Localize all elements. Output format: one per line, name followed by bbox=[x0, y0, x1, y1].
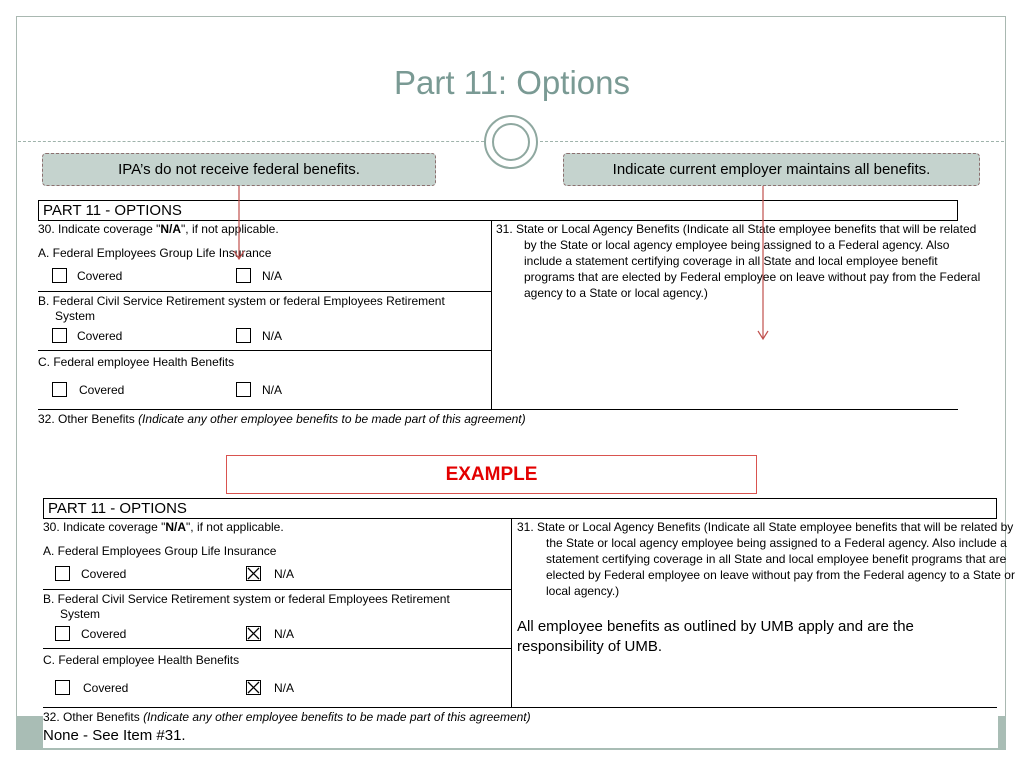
arrow-left bbox=[234, 186, 244, 259]
b-na-label: N/A bbox=[274, 627, 295, 641]
section-a-label: A. Federal Employees Group Life Insurance bbox=[38, 246, 272, 260]
item-30: 30. Indicate coverage "N/A", if not applicable. bbox=[38, 222, 279, 236]
a-covered-label: Covered bbox=[77, 269, 123, 283]
section-b-label: B. Federal Civil Service Retirement system or federal Employees Retirement bbox=[38, 294, 445, 308]
a-covered-label: Covered bbox=[81, 567, 127, 581]
section-a-label: A. Federal Employees Group Life Insurance bbox=[43, 544, 277, 558]
b-na-label: N/A bbox=[262, 329, 283, 343]
item-32-answer: None - See Item #31. bbox=[43, 727, 186, 744]
item-32: 32. Other Benefits (Indicate any other employee benefits to be made part of this agreement) bbox=[38, 412, 526, 426]
c-na-label: N/A bbox=[262, 383, 283, 397]
example-label: EXAMPLE bbox=[226, 455, 757, 494]
b-covered-label: Covered bbox=[81, 627, 127, 641]
a-na-label: N/A bbox=[262, 269, 283, 283]
b-covered-label: Covered bbox=[77, 329, 123, 343]
item-31: 31. State or Local Agency Benefits (Indicate all State employee benefits that will be related by the State or local agency employee being assigned to a Federal agency. Also include a statement certifying coverage in all State and local employee benefit programs that are elected by Federal employee on leave without pay from the Federal agency to a State or local agency.) bbox=[517, 520, 1015, 598]
arrow-right bbox=[758, 186, 768, 339]
c-covered-label: Covered bbox=[79, 383, 125, 397]
form-header: PART 11 - OPTIONS bbox=[38, 200, 958, 221]
section-c-label: C. Federal employee Health Benefits bbox=[38, 355, 235, 369]
item-32: 32. Other Benefits (Indicate any other employee benefits to be made part of this agreement) bbox=[43, 710, 531, 724]
callout-federal-benefits: IPA’s do not receive federal benefits. bbox=[42, 153, 436, 186]
a-na-label: N/A bbox=[274, 567, 295, 581]
section-c-label: C. Federal employee Health Benefits bbox=[43, 653, 240, 667]
section-b-label-cont: System bbox=[60, 607, 101, 621]
callout-current-employer: Indicate current employer maintains all benefits. bbox=[563, 153, 980, 186]
section-b-label: B. Federal Civil Service Retirement system or federal Employees Retirement bbox=[43, 592, 450, 606]
item-30: 30. Indicate coverage "N/A", if not applicable. bbox=[43, 520, 284, 534]
section-b-label-cont: System bbox=[55, 309, 96, 323]
slide-title: Part 11: Options bbox=[393, 64, 630, 101]
item-31: 31. State or Local Agency Benefits (Indicate all State employee benefits that will be related by the State or local agency employee being assigned to a Federal agency. Also include a statement certifying coverage in all State and local employee benefit programs that are elected by Federal employee on leave without pay from the Federal agency to a State or local agency.) bbox=[496, 222, 981, 300]
item-31-answer: All employee benefits as outlined by UMB apply and are the responsibility of UMB. bbox=[517, 618, 914, 655]
form-header: PART 11 - OPTIONS bbox=[43, 498, 997, 519]
c-na-label: N/A bbox=[274, 681, 295, 695]
c-covered-label: Covered bbox=[83, 681, 129, 695]
